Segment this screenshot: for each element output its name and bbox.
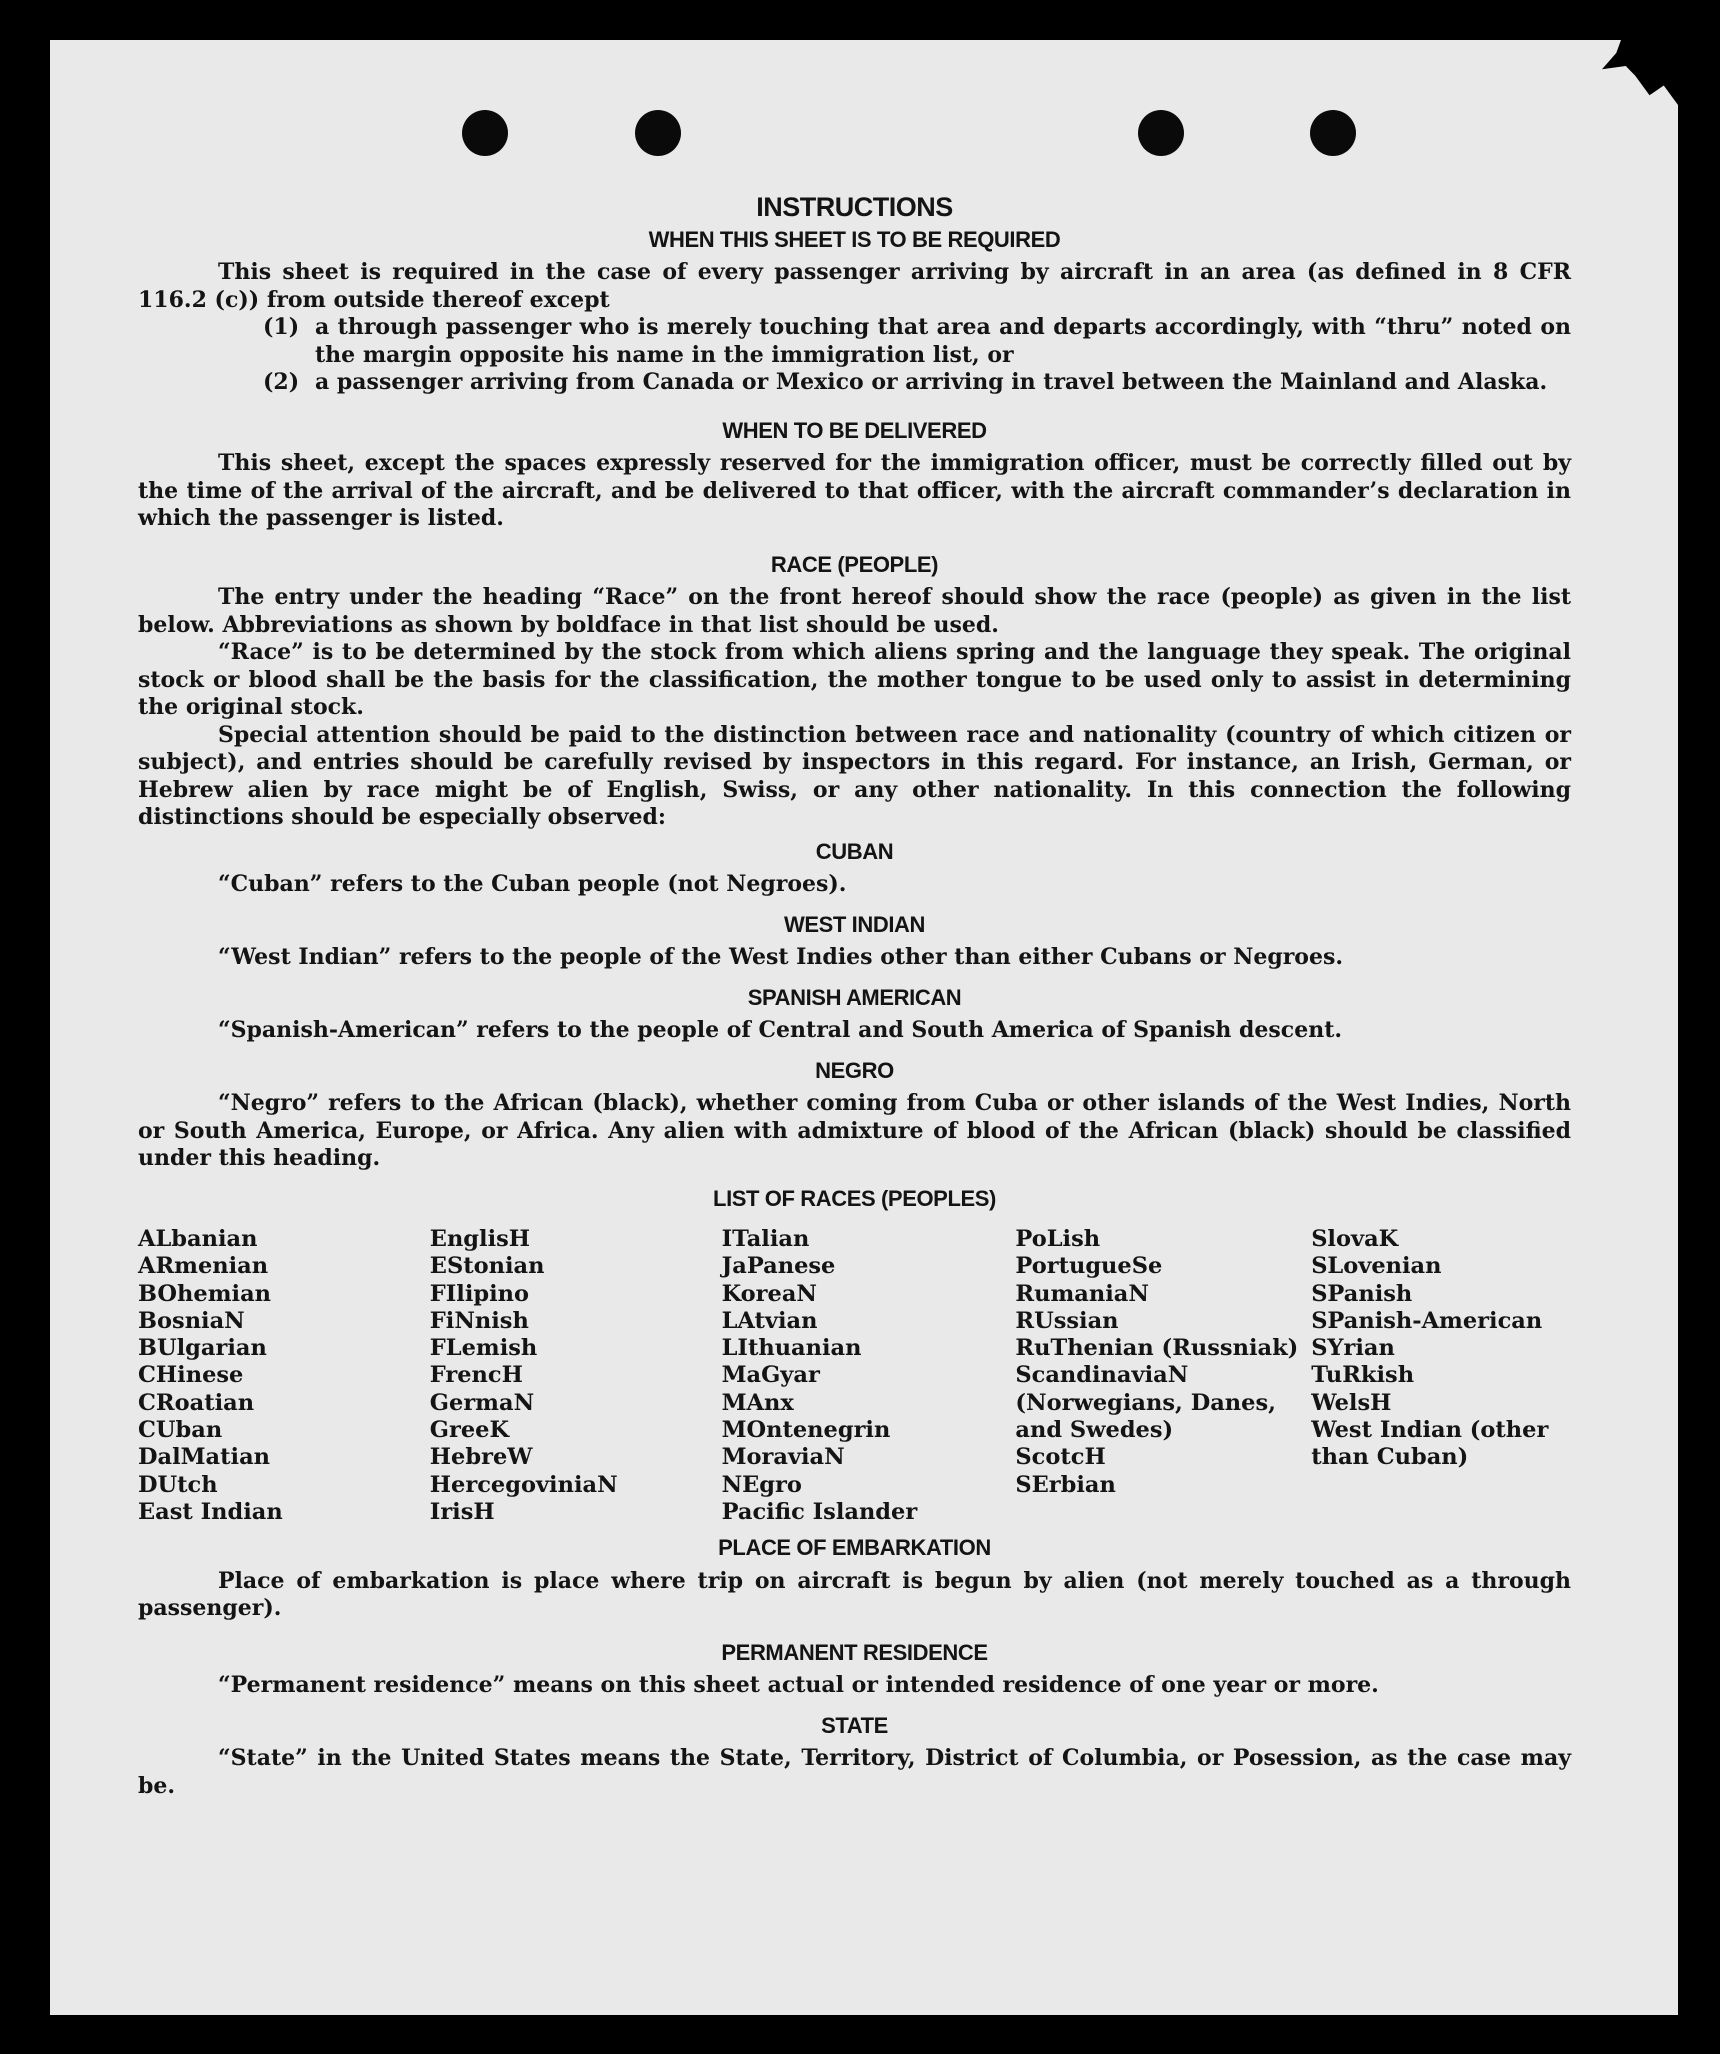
- race-column: [138, 1226, 430, 1526]
- race-item: FIlipino: [429, 1280, 530, 1307]
- race-item: FrencH: [429, 1362, 523, 1389]
- west-indian-text: “West Indian” refers to the people of the West Indies other than either Cubans or Negroes.: [218, 944, 1344, 970]
- race-item: JaPanese: [721, 1253, 836, 1280]
- race-item: SLovenian: [1311, 1253, 1442, 1280]
- race-item: MAnx: [721, 1389, 794, 1416]
- race-item: ALbanian: [138, 1226, 258, 1252]
- race-item: CUban: [138, 1417, 223, 1444]
- race-item: Pacific Islander: [721, 1498, 918, 1525]
- document-page: [50, 40, 1678, 2015]
- race-item: RumaniaN: [1015, 1280, 1149, 1307]
- race-paragraph-1: The entry under the heading “Race” on the front hereof should show the race (people) as given in the list below. Abbreviations as shown by boldface in that list should be used.: [138, 584, 1571, 638]
- state-text: “State” in the United States means the State, Territory, District of Columbia, or Posession, as the case may be.: [138, 1745, 1571, 1799]
- section-heading-cuban: CUBAN: [815, 838, 894, 864]
- race-column: [722, 1226, 1016, 1526]
- race-item: HercegoviniaN: [429, 1471, 618, 1498]
- section-heading-when-required: WHEN THIS SHEET IS TO BE REQUIRED: [648, 226, 1061, 252]
- race-item: HebreW: [429, 1444, 533, 1471]
- race-item: ITalian: [721, 1226, 810, 1252]
- embarkation-text: Place of embarkation is place where trip on aircraft is begun by alien (not merely touched as a through passenger).: [138, 1567, 1571, 1622]
- race-item: SPanish: [1311, 1280, 1413, 1307]
- race-item: EnglisH: [429, 1226, 531, 1252]
- section-heading-when-delivered: WHEN TO BE DELIVERED: [722, 417, 987, 443]
- race-item: EStonian: [429, 1253, 545, 1280]
- race-item: BUlgarian: [138, 1335, 267, 1362]
- instructions-content: [138, 148, 1571, 1800]
- section-heading-west-indian: WEST INDIAN: [783, 911, 926, 937]
- race-item: ScotcH: [1015, 1444, 1106, 1471]
- race-item: GreeK: [429, 1417, 510, 1444]
- race-item: FLemish: [429, 1335, 538, 1362]
- race-item: East Indian: [138, 1498, 283, 1525]
- negro-text: “Negro” refers to the African (black), whether coming from Cuba or other islands of the West Indies, North or South America, Europe, or Africa. Any alien with admixture of blood of the African (black) should be classified under this heading.: [138, 1090, 1571, 1171]
- section-heading-state: STATE: [821, 1712, 888, 1738]
- race-item: MoraviaN: [721, 1444, 845, 1471]
- race-item: SYrian: [1311, 1335, 1395, 1362]
- cuban-text: “Cuban” refers to the Cuban people (not Negroes).: [218, 871, 847, 897]
- race-item: BosniaN: [138, 1307, 245, 1334]
- race-item: DUtch: [138, 1471, 218, 1498]
- section-heading-negro: NEGRO: [815, 1057, 894, 1083]
- section-heading-race: RACE (PEOPLE): [770, 551, 939, 577]
- race-item: NEgro: [721, 1471, 802, 1498]
- spanish-american-text: “Spanish-American” refers to the people of Central and South America of Spanish descent.: [218, 1017, 1343, 1043]
- page-title: INSTRUCTIONS: [756, 192, 953, 222]
- race-column: [430, 1226, 722, 1526]
- race-item: WelsH: [1311, 1389, 1392, 1416]
- race-item: LAtvian: [721, 1307, 818, 1334]
- section-heading-list-of-races: LIST OF RACES (PEOPLES): [713, 1185, 996, 1211]
- when-delivered-text: This sheet, except the spaces expressly reserved for the immigration officer, must be correctly filled out by the time of the arrival of the aircraft, and be delivered to that officer, with the aircraft commander’s declaration in which the passenger is listed.: [138, 450, 1571, 531]
- when-required-intro: This sheet is required in the case of every passenger arriving by aircraft in an area (as defined in 8 CFR 116.2 (c)) from outside thereof except: [138, 259, 1571, 313]
- race-item: SErbian: [1015, 1471, 1116, 1498]
- race-item: ARmenian: [138, 1253, 269, 1280]
- race-item: RuThenian (Russniak): [1015, 1335, 1299, 1362]
- residence-text: “Permanent residence” means on this sheet actual or intended residence of one year or more.: [218, 1672, 1379, 1699]
- race-item: PortugueSe: [1015, 1253, 1163, 1280]
- exception-item: (2) a passenger arriving from Canada or Mexico or arriving in travel between the Mainland and Alaska.: [263, 369, 1548, 395]
- race-item: TuRkish: [1311, 1362, 1415, 1389]
- race-item: GermaN: [429, 1389, 535, 1416]
- race-item: SlovaK: [1311, 1226, 1399, 1252]
- race-item: CHinese: [138, 1362, 244, 1389]
- torn-corner: [1583, 40, 1678, 105]
- race-item: RUssian: [1015, 1307, 1119, 1334]
- race-item: LIthuanian: [721, 1335, 862, 1362]
- race-paragraph-2: “Race” is to be determined by the stock from which aliens spring and the language they speak. The original stock or blood shall be the basis for the classification, the mother tongue to be used only to assist in determining the original stock.: [138, 639, 1571, 720]
- section-heading-spanish-american: SPANISH AMERICAN: [747, 984, 962, 1010]
- race-item: MOntenegrin: [721, 1417, 891, 1444]
- race-item: DalMatian: [138, 1444, 271, 1471]
- race-item: West Indian (other than Cuban): [1311, 1417, 1549, 1471]
- race-item: MaGyar: [721, 1362, 820, 1389]
- race-paragraph-3: Special attention should be paid to the distinction between race and nationality (country of which citizen or subject), and entries should be carefully revised by inspectors in this regard. For instance, an Irish, German, or Hebrew alien by race might be of English, Swiss, or any other nationality. In this connection the following distinctions should be especially observed:: [138, 721, 1571, 830]
- section-heading-embarkation: PLACE OF EMBARKATION: [718, 1535, 991, 1561]
- race-item: KoreaN: [721, 1280, 817, 1307]
- race-item: SPanish-American: [1311, 1307, 1543, 1334]
- exception-item: (1) a through passenger who is merely touching that area and departs accordingly, with “thru” noted on the margin opposite his name in the immigration list, or: [263, 314, 1571, 368]
- race-column: [1015, 1226, 1311, 1526]
- section-heading-residence: PERMANENT RESIDENCE: [721, 1639, 988, 1665]
- race-item: ScandinaviaN (Norwegians, Danes, and Swedes): [1015, 1362, 1276, 1444]
- race-column: [1311, 1226, 1571, 1526]
- race-item: IrisH: [429, 1498, 495, 1525]
- race-item: FiNnish: [429, 1307, 529, 1334]
- race-item: CRoatian: [138, 1389, 255, 1416]
- race-item: PoLish: [1015, 1226, 1101, 1252]
- race-list: [138, 1226, 1571, 1526]
- race-item: BOhemian: [138, 1280, 272, 1307]
